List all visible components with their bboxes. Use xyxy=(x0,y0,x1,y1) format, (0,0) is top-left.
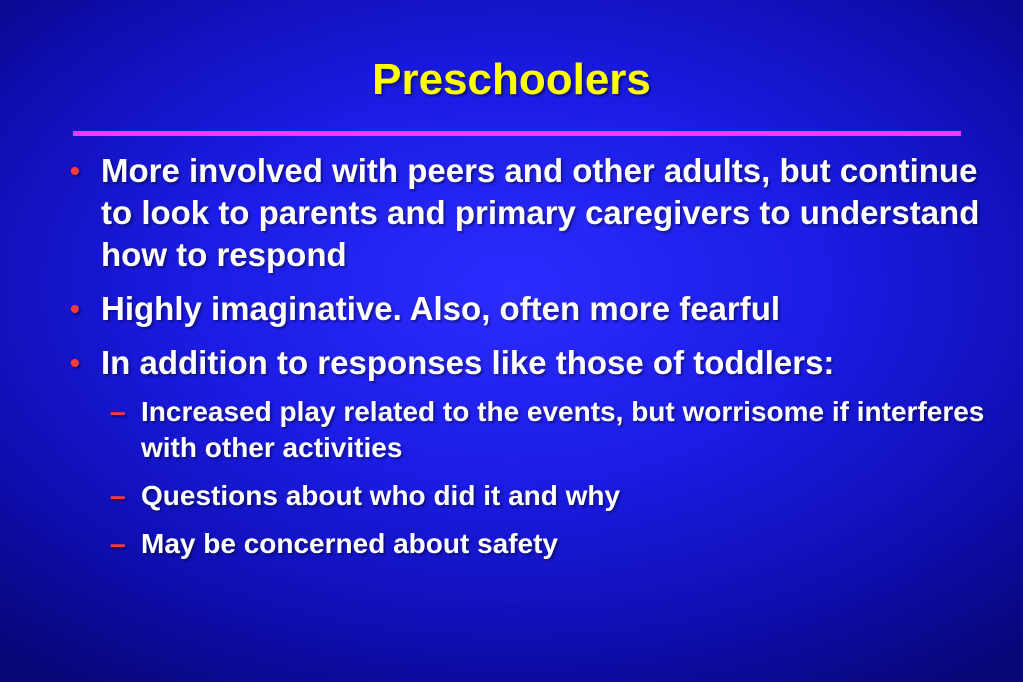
sub-bullet-item xyxy=(110,526,1000,562)
title-divider xyxy=(73,131,961,136)
sub-bullet-item xyxy=(110,478,1000,514)
sub-bullet-item xyxy=(110,394,1000,466)
sub-bullet-text: Questions about who did it and why xyxy=(141,480,621,511)
sub-bullet-list xyxy=(110,394,1000,562)
bullet-marker: • xyxy=(70,155,80,186)
sub-bullet-marker: – xyxy=(110,528,126,559)
sub-bullet-marker: – xyxy=(110,480,126,511)
sub-bullet-marker: – xyxy=(110,396,126,427)
slide-title: Preschoolers xyxy=(372,55,651,104)
bullet-text: More involved with peers and other adults, but continue to look to parents and primary caregivers to understand how to respond xyxy=(101,152,980,273)
bullet-item xyxy=(70,342,1000,384)
bullet-item xyxy=(70,288,1000,330)
bullet-item xyxy=(70,150,1000,276)
sub-bullet-text: May be concerned about safety xyxy=(141,528,559,559)
bullet-text: In addition to responses like those of toddlers: xyxy=(101,344,835,381)
bullet-list xyxy=(70,150,1000,574)
sub-bullet-text: Increased play related to the events, but worrisome if interferes with other activities xyxy=(141,396,985,463)
bullet-text: Highly imaginative. Also, often more fearful xyxy=(101,290,781,327)
bullet-marker: • xyxy=(70,293,80,324)
bullet-marker: • xyxy=(70,347,80,378)
